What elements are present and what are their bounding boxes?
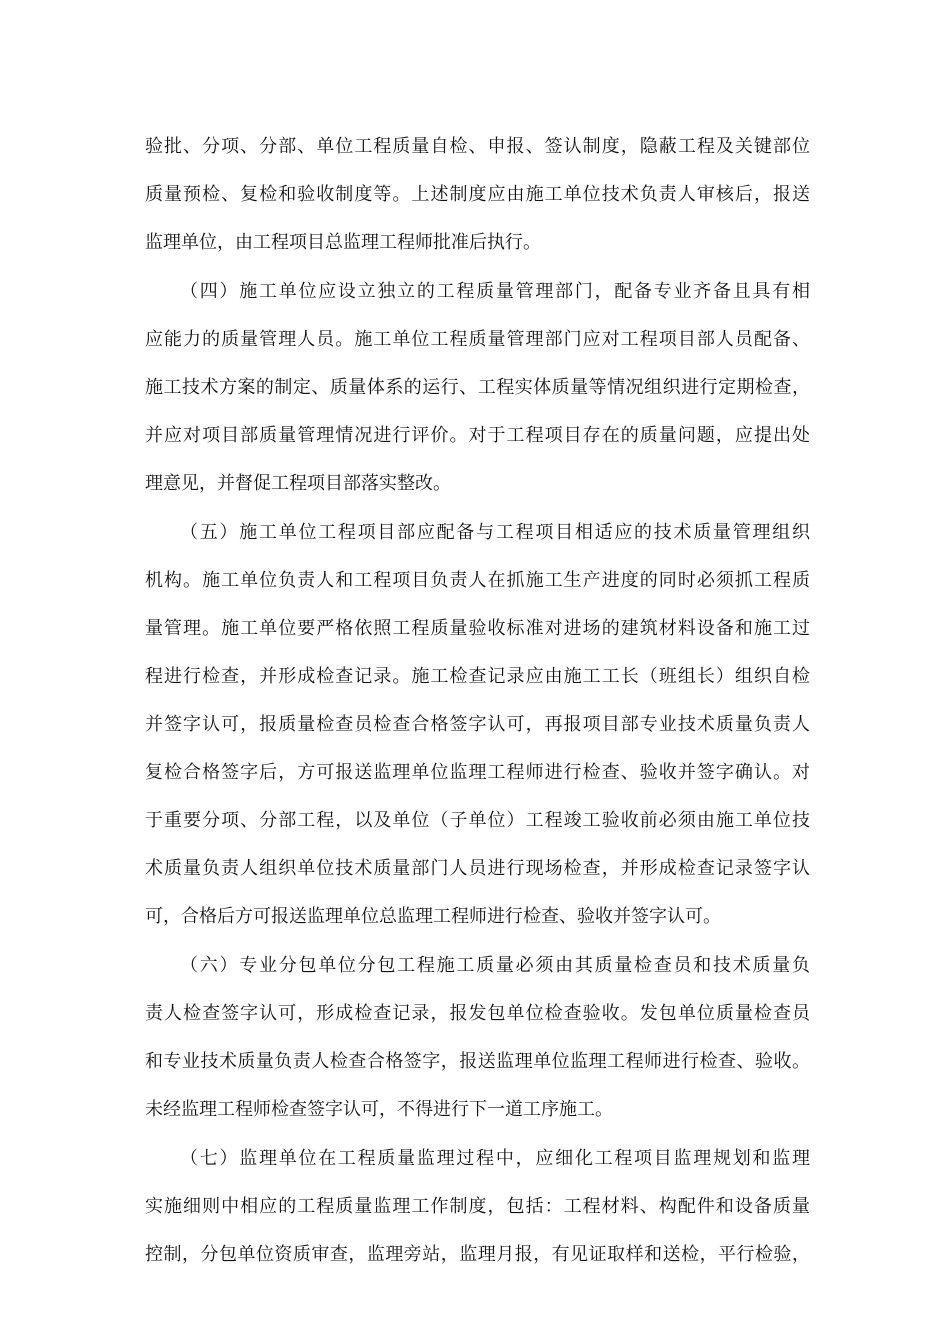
text-line: 理意见，并督促工程项目部落实整改。 [145,473,451,494]
text-line: 于重要分项、分部工程，以及单位（子单位）工程竣工验收前必须由施工单位技 [145,810,810,831]
text-line: 程进行检查，并形成检查记录。施工检查记录应由施工工长（班组长）组织自检 [145,666,810,687]
text-line: 责人检查签字认可，形成检查记录，报发包单位检查验收。发包单位质量检查员 [145,1003,810,1024]
text-line: 量管理。施工单位要严格依照工程质量验收标准对进场的建筑材料设备和施工过 [145,618,810,639]
text-line: 并签字认可，报质量检查员检查合格签字认可，再报项目部专业技术质量负责人 [145,714,810,735]
text-line: 并应对项目部质量管理情况进行评价。对于工程项目存在的质量问题，应提出处 [145,425,810,446]
text-line: 可，合格后方可报送监理单位总监理工程师进行检查、验收并签字认可。 [145,906,721,927]
paragraph-start-line: （五）施工单位工程项目部应配备与工程项目相适应的技术质量管理组织 [180,522,810,543]
text-line: 实施细则中相应的工程质量监理工作制度，包括：工程材料、构配件和设备质量 [145,1196,810,1217]
text-line: 和专业技术质量负责人检查合格签字，报送监理单位监理工程师进行检查、验收。 [145,1051,810,1072]
text-line: 未经监理工程师检查签字认可，不得进行下一道工序施工。 [145,1099,613,1120]
text-line: 应能力的质量管理人员。施工单位工程质量管理部门应对工程项目部人员配备、 [145,329,810,350]
text-line: 机构。施工单位负责人和工程项目负责人在抓施工生产进度的同时必须抓工程质 [145,570,810,591]
text-line: 监理单位，由工程项目总监理工程师批准后执行。 [145,232,541,253]
text-line: 控制，分包单位资质审查，监理旁站，监理月报，有见证取样和送检，平行检验， [145,1244,810,1265]
paragraph-start-line: （六）专业分包单位分包工程施工质量必须由其质量检查员和技术质量负 [180,955,810,976]
text-line: 施工技术方案的制定、质量体系的运行、工程实体质量等情况组织进行定期检查， [145,377,810,398]
paragraph-start-line: （七）监理单位在工程质量监理过程中，应细化工程项目监理规划和监理 [180,1148,810,1169]
text-line: 术质量负责人组织单位技术质量部门人员进行现场检查，并形成检查记录签字认 [145,858,810,879]
paragraph-start-line: （四）施工单位应设立独立的工程质量管理部门，配备专业齐备且具有相 [180,281,810,302]
text-line: 验批、分项、分部、单位工程质量自检、申报、签认制度，隐蔽工程及关键部位 [145,136,810,157]
text-line: 质量预检、复检和验收制度等。上述制度应由施工单位技术负责人审核后，报送 [145,184,810,205]
text-line: 复检合格签字后，方可报送监理单位监理工程师进行检查、验收并签字确认。对 [145,762,810,783]
